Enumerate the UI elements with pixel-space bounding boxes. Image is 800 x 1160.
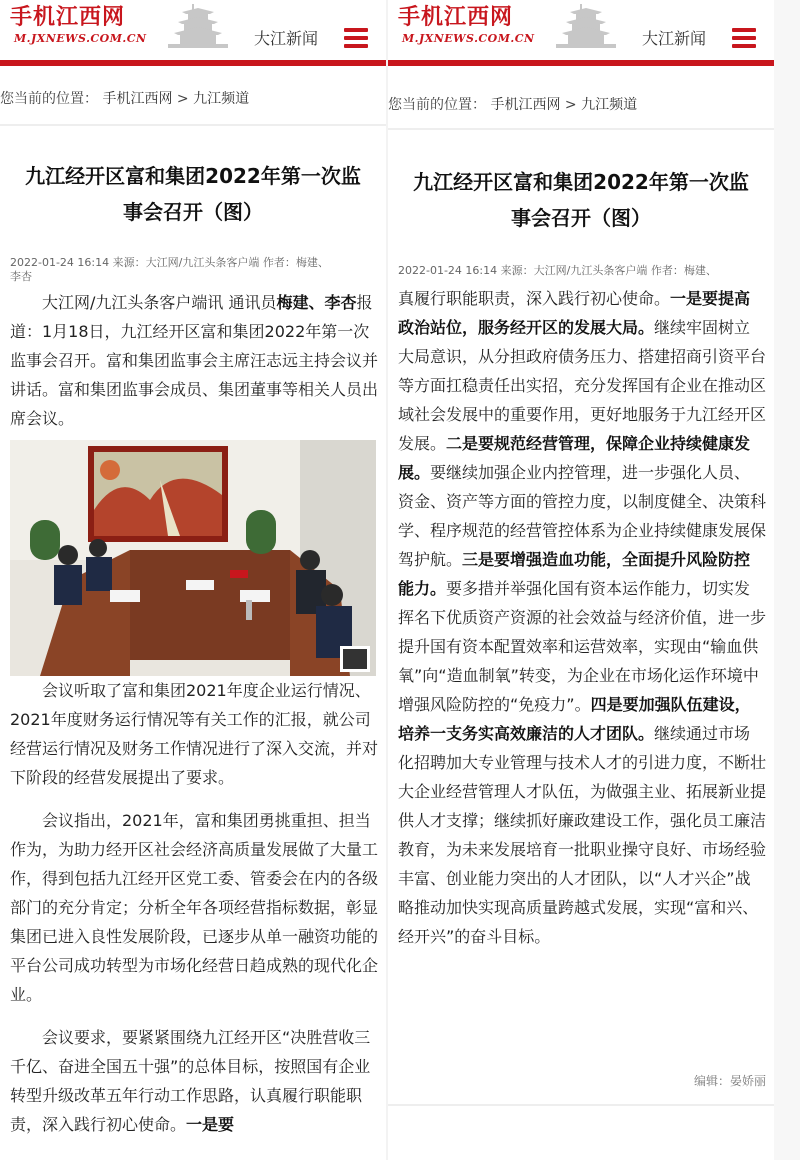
channel-label[interactable]: 大江新闻 bbox=[253, 29, 318, 48]
logo-domain: M.JXNEWS.COM.CN bbox=[14, 32, 147, 45]
article-title bbox=[398, 164, 764, 236]
breadcrumb-separator: > bbox=[560, 97, 582, 113]
article-meta-line-2: 李杏 bbox=[10, 270, 32, 283]
site-logo[interactable] bbox=[398, 4, 568, 54]
article-body-continued bbox=[398, 284, 766, 951]
article-meta bbox=[398, 264, 758, 278]
screenshot-panel-left bbox=[0, 0, 386, 1160]
breadcrumb-prefix: 您当前的位置： bbox=[0, 91, 98, 107]
article-body-main bbox=[10, 676, 378, 1139]
breadcrumb-home-link[interactable]: 手机江西网 bbox=[102, 91, 173, 107]
article-paragraph: 真履行职能职责，深入践行初心使命。一是要提高政治站位，服务经开区的发展大局。继续牢固树立大局意识，从分担政府债务压力、搭建招商引资平台等方面扛稳责任出实招，充分发挥国有企业在推动区域社会发展中的重要作用，更好地服务于九江经开区发展。二是要规范经营管理，保障企业持续健康发展。要继续加强企业内控管理，进一步强化人员、资金、资产等方面的管控力度，以制度健全、决策科学、程序规范的经营管控体系为企业持续健康发展保驾护航。三是要增强造血功能，全面提升风险防控能力。要多措并举强化国有资本运作能力，切实发挥名下优质资产资源的社会效益与经济价值，进一步提升国有资本配置效率和运营效率，实现由“输血供氧”向“造血制氧”转变，为企业在市场化运作环境中增强风险防控的“免疫力”。四是要加强队伍建设，培养一支务实高效廉洁的人才团队。继续通过市场化招聘加大专业管理与技术人才的引进力度，不断壮大企业经营管理人才队伍，为做强主业、拓展新业提供人才支撑；继续抓好廉政建设工作，强化员工廉洁教育，为未来发展培育一批职业操守良好、市场经验丰富、创业能力突出的人才团队，以“人才兴企”战略推动加快实现高质量跨越式发展，实现“富和兴、经开兴”的奋斗目标。 bbox=[398, 289, 767, 946]
article-meta-line-1: 2022-01-24 16:14 来源：大江网/九江头条客户端 作者：梅建、 bbox=[398, 264, 717, 277]
site-logo[interactable] bbox=[10, 4, 180, 54]
article-title-line-2: 事会召开（图） bbox=[511, 206, 651, 230]
breadcrumb-divider bbox=[388, 128, 774, 130]
breadcrumb-channel-link[interactable]: 九江频道 bbox=[193, 91, 250, 107]
article-title-line-1: 九江经开区富和集团2022年第一次监 bbox=[25, 164, 361, 188]
breadcrumb-prefix: 您当前的位置： bbox=[388, 97, 486, 113]
breadcrumb-channel-link[interactable]: 九江频道 bbox=[581, 97, 638, 113]
pavilion-building-icon bbox=[162, 2, 234, 52]
meeting-photo-illustration bbox=[10, 440, 376, 676]
site-header bbox=[388, 0, 774, 66]
breadcrumb-separator: > bbox=[172, 91, 194, 107]
screenshot-panel-right bbox=[388, 0, 774, 1160]
channel-label[interactable]: 大江新闻 bbox=[641, 29, 706, 48]
logo-domain: M.JXNEWS.COM.CN bbox=[402, 32, 535, 45]
article-meta bbox=[10, 256, 370, 284]
article-body-intro bbox=[10, 288, 378, 433]
site-header bbox=[0, 0, 386, 66]
logo-title: 手机江西网 bbox=[10, 4, 126, 30]
article-paragraph: 大江网/九江头条客户端讯 通讯员梅建、李杏报道：1月18日，九江经开区富和集团2022年第一次监事会召开。富和集团监事会主席汪志远主持会议并讲话。富和集团监事会成员、集团董事等相关人员出席会议。 bbox=[10, 293, 379, 428]
breadcrumb-divider bbox=[0, 124, 386, 126]
article-paragraph: 会议指出，2021年，富和集团勇挑重担、担当作为，为助力经开区社会经济高质量发展做了大量工作，得到包括九江经开区党工委、管委会在内的各级部门的充分肯定；分析全年各项经营指标数据，彰显集团已进入良性发展阶段，已逐步从单一融资功能的平台公司成功转型为市场化经营日趋成熟的现代化企业。 bbox=[10, 811, 379, 1004]
hamburger-menu-icon[interactable] bbox=[344, 28, 368, 48]
article-paragraph: 会议听取了富和集团2021年度企业运行情况、2021年度财务运行情况等有关工作的汇报，就公司经营运行情况及财务工作情况进行了深入交流，并对下阶段的经营发展提出了要求。 bbox=[10, 681, 379, 787]
article-title-line-1: 九江经开区富和集团2022年第一次监 bbox=[413, 170, 749, 194]
header-red-bar bbox=[388, 60, 774, 66]
logo-title: 手机江西网 bbox=[398, 4, 514, 30]
article-meta-line-1: 2022-01-24 16:14 来源：大江网/九江头条客户端 作者：梅建、 bbox=[10, 256, 329, 269]
pavilion-building-icon bbox=[550, 2, 622, 52]
article-editor: 编辑：晏娇丽 bbox=[693, 1074, 766, 1088]
meeting-photo bbox=[10, 440, 376, 676]
hamburger-menu-icon[interactable] bbox=[732, 28, 756, 48]
article-title bbox=[10, 158, 376, 230]
article-paragraph: 会议要求，要紧紧围绕九江经开区“决胜营收三千亿、奋进全国五十强”的总体目标，按照国有企业转型升级改革五年行动工作思路，认真履行职能职责，深入践行初心使命。一是要 bbox=[10, 1028, 371, 1134]
header-red-bar bbox=[0, 60, 386, 66]
breadcrumb-home-link[interactable]: 手机江西网 bbox=[490, 97, 561, 113]
article-footer-divider bbox=[388, 1104, 774, 1106]
page-gutter bbox=[774, 0, 800, 1160]
article-title-line-2: 事会召开（图） bbox=[123, 200, 263, 224]
